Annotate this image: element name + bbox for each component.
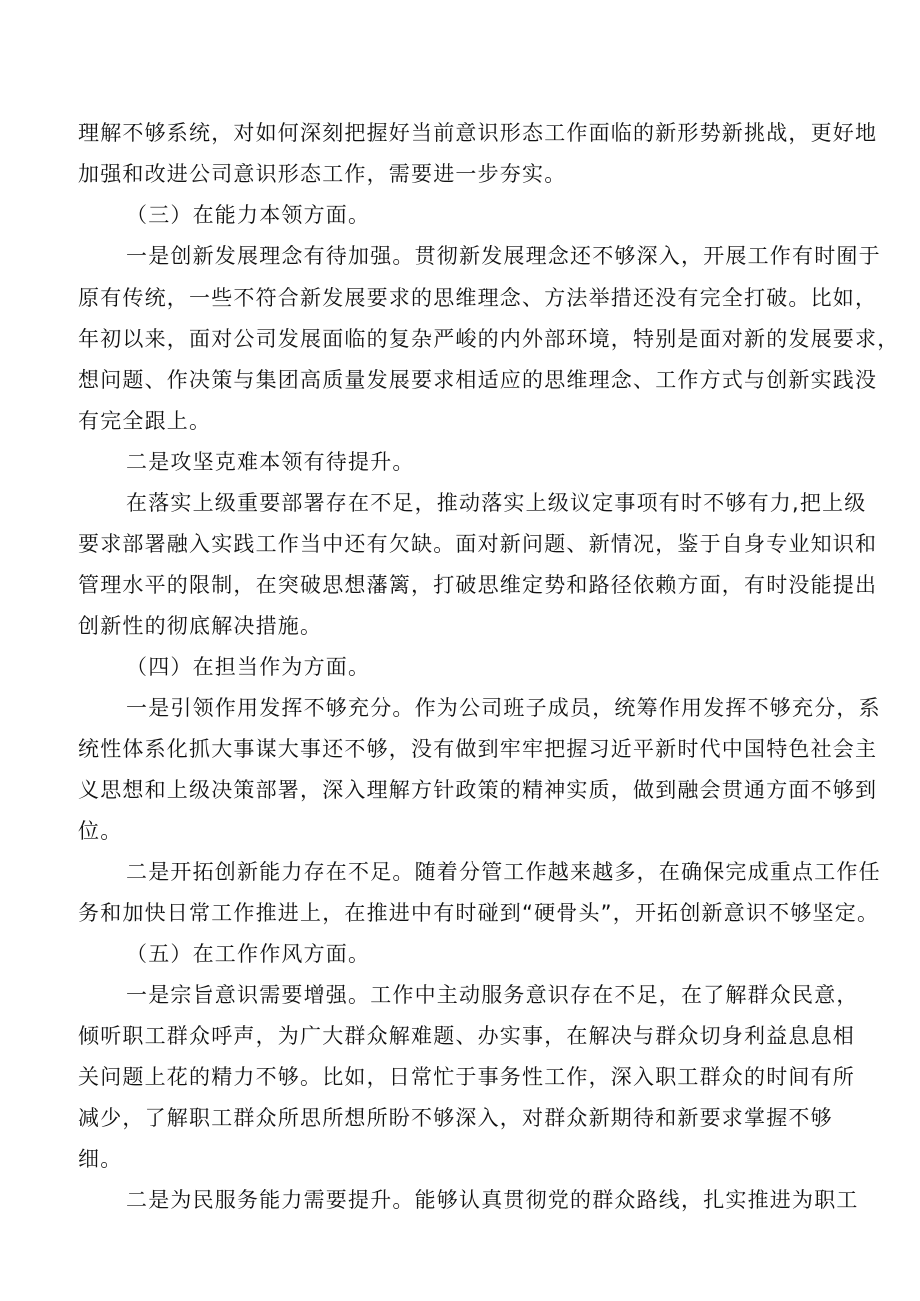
text-line: 年初以来，面对公司发展面临的复杂严峻的内外部环境，特别是面对新的发展要求， [78, 327, 900, 351]
text-line: 二是为民服务能力需要提升。能够认真贯彻党的群众路线，扎实推进为职工 [126, 1188, 859, 1212]
text-line: 有完全跟上。 [78, 409, 212, 433]
section-heading: （四）在担当作为方面。 [126, 655, 371, 679]
text-line: 一是宗旨意识需要增强。工作中主动服务意识存在不足，在了解群众民意， [126, 983, 859, 1007]
text-line: 关问题上花的精力不够。比如，日常忙于事务性工作，深入职工群众的时间有所 [78, 1065, 855, 1089]
text-line: 细。 [78, 1147, 123, 1171]
text-line: 管理水平的限制，在突破思想藩篱，打破思维定势和路径依赖方面，有时没能提出 [78, 573, 878, 597]
text-line: 原有传统，一些不符合新发展要求的思维理念、方法举措还没有完全打破。比如， [78, 286, 878, 310]
text-line: 要求部署融入实践工作当中还有欠缺。面对新问题、新情况，鉴于自身专业知识和 [78, 532, 878, 556]
section-heading: （三）在能力本领方面。 [126, 203, 371, 227]
text-line: 一是创新发展理念有待加强。贯彻新发展理念还不够深入，开展工作有时囿于 [126, 244, 881, 268]
text-line: 倾听职工群众呼声，为广大群众解难题、办实事，在解决与群众切身利益息息相 [78, 1024, 855, 1048]
text-line: 在落实上级重要部署存在不足，推动落实上级议定事项有时不够有力,把上级 [126, 491, 867, 515]
text-line: 创新性的彻底解决措施。 [78, 614, 323, 638]
text-line: 义思想和上级决策部署，深入理解方针政策的精神实质，做到融会贯通方面不够到 [78, 778, 878, 802]
text-line: 二是攻坚克难本领有待提升。 [126, 450, 415, 474]
text-line: 位。 [78, 819, 123, 843]
text-line: 务和加快日常工作推进上，在推进中有时碰到“硬骨头”，开拓创新意识不够坚定。 [78, 901, 880, 925]
text-line: 减少，了解职工群众所思所想所盼不够深入，对群众新期待和新要求掌握不够 [78, 1106, 833, 1130]
text-line: 加强和改进公司意识形态工作，需要进一步夯实。 [78, 162, 567, 186]
text-line: 二是开拓创新能力存在不足。随着分管工作越来越多，在确保完成重点工作任 [126, 860, 881, 884]
text-line: 统性体系化抓大事谋大事还不够，没有做到牢牢把握习近平新时代中国特色社会主 [78, 737, 878, 761]
text-line: 想问题、作决策与集团高质量发展要求相适应的思维理念、工作方式与创新实践没 [78, 368, 878, 392]
text-line: 理解不够系统，对如何深刻把握好当前意识形态工作面临的新形势新挑战，更好地 [78, 121, 878, 145]
text-line: 一是引领作用发挥不够充分。作为公司班子成员，统筹作用发挥不够充分，系 [126, 696, 881, 720]
section-heading: （五）在工作作风方面。 [126, 942, 371, 966]
